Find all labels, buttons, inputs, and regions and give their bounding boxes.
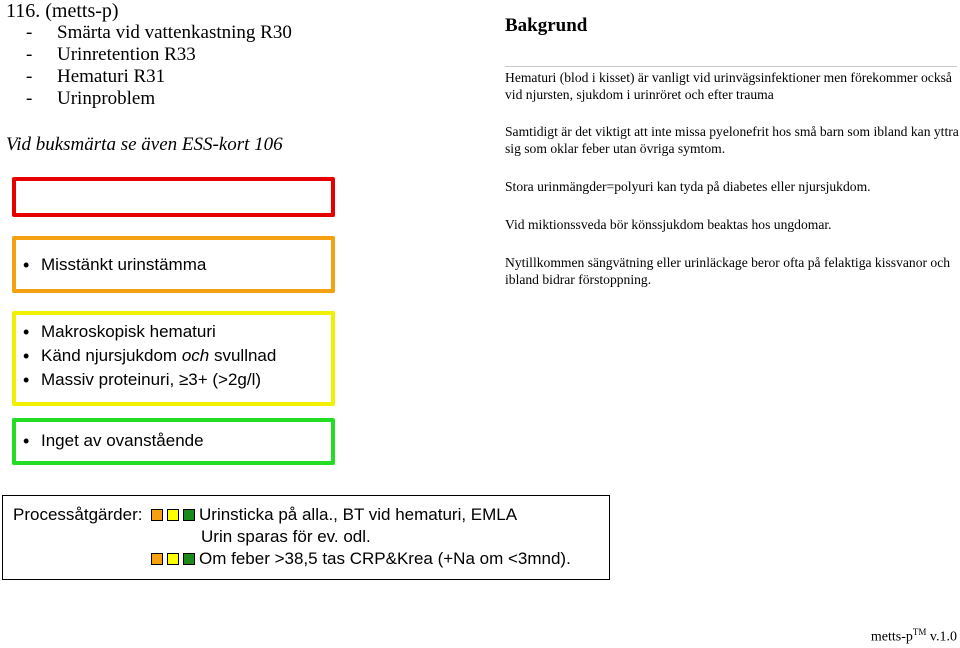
divider (505, 66, 957, 67)
see-also-note: Vid buksmärta se även ESS-kort 106 (6, 134, 283, 155)
complaint-item: - Smärta vid vattenkastning R30 (26, 22, 292, 43)
background-paragraph: Stora urinmängder=polyuri kan tyda på diabetes eller njursjukdom. (505, 179, 871, 194)
background-paragraph: Hematuri (blod i kisset) är vanligt vid urinvägsinfektioner men förekommer också vid njursten, sjukdom i urinröret och efter trauma (505, 70, 952, 102)
criterion-item: • Misstänkt urinstämma (16, 253, 331, 277)
process-text: Urinsticka på alla., BT vid hematuri, EMLA (199, 505, 518, 524)
dash: - (26, 44, 33, 65)
complaint-item: - Hematuri R31 (26, 66, 166, 87)
triage-box-yellow (12, 311, 335, 406)
background-text (505, 69, 960, 288)
priority-squares (151, 509, 195, 521)
process-line (201, 527, 371, 547)
version-footer: metts-p™ v.1.0 (870, 627, 957, 645)
criterion-item: • Massiv proteinuri, ≥3+ (>2g/l) (16, 368, 331, 392)
dash: - (26, 88, 33, 109)
complaint-item: - Urinretention R33 (26, 44, 196, 65)
criterion-item: • Känd njursjukdom och svullnad (16, 344, 331, 368)
process-text: Urin sparas för ev. odl. (201, 527, 371, 546)
process-label: Processåtgärder: (13, 505, 143, 524)
background-paragraph: Samtidigt är det viktigt att inte missa pyelonefrit hos små barn som ibland kan yttra sig som oklar feber utan övriga symtom. (505, 124, 959, 156)
priority-squares (151, 553, 195, 565)
process-line (151, 505, 517, 525)
yellow-square-icon (167, 553, 179, 565)
green-square-icon (183, 553, 195, 565)
process-box (2, 495, 610, 580)
background-paragraph: Nytillkommen sängvätning eller urinläckage beror ofta på felaktiga kissvanor och ibland bidrar förstoppning. (505, 255, 951, 287)
triage-box-red (12, 177, 335, 217)
card-header (6, 0, 336, 110)
complaint-item: - Urinproblem (26, 88, 156, 109)
process-text: Om feber >38,5 tas CRP&Krea (+Na om <3mnd). (199, 549, 571, 568)
dash: - (26, 22, 33, 43)
process-line (151, 549, 571, 569)
criterion-item: • Makroskopisk hematuri (16, 320, 331, 344)
triage-box-green (12, 418, 335, 465)
background-title: Bakgrund (505, 15, 588, 36)
triage-box-orange (12, 236, 335, 293)
dash: - (26, 66, 33, 87)
criterion-item: • Inget av ovanstående (16, 429, 331, 453)
yellow-square-icon (167, 509, 179, 521)
orange-square-icon (151, 553, 163, 565)
green-square-icon (183, 509, 195, 521)
card-title: 116. (metts-p) (6, 0, 119, 22)
orange-square-icon (151, 509, 163, 521)
background-paragraph: Vid miktionssveda bör könssjukdom beaktas hos ungdomar. (505, 217, 832, 232)
